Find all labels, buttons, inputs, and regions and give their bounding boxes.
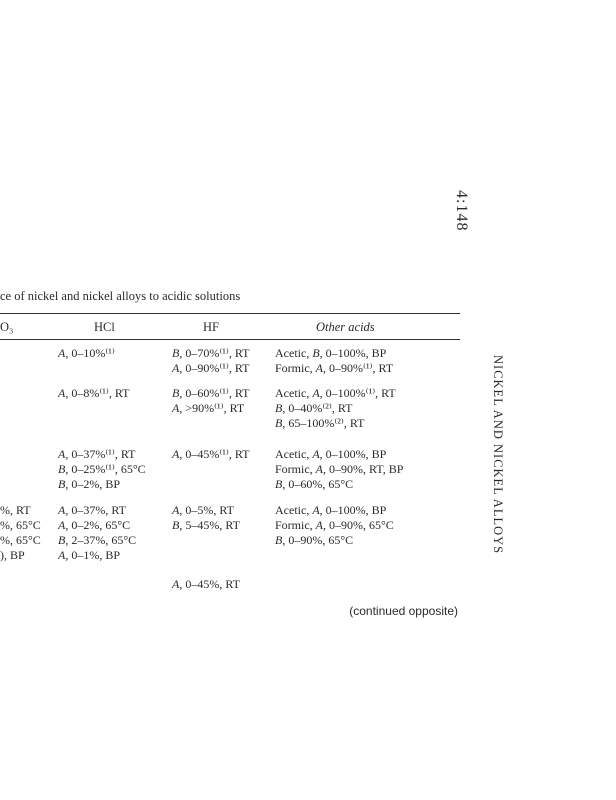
cell-line: ), BP (0, 548, 25, 562)
table-cell (275, 503, 394, 548)
cell-line: Acetic, A, 0–100%, BP (275, 503, 387, 517)
cell-line: Acetic, A, 0–100%⁽¹⁾, RT (275, 386, 396, 400)
table-top-rule (0, 313, 460, 314)
cell-line: Formic, A, 0–90%⁽¹⁾, RT (275, 361, 394, 375)
cell-line: A, 0–1%, BP (58, 548, 121, 562)
table-cell (172, 577, 240, 592)
cell-line: %, 65°C (0, 518, 41, 532)
cell-line: B, 0–60%⁽¹⁾, RT (172, 386, 250, 400)
column-header-other-acids: Other acids (316, 320, 375, 334)
table-cell (172, 503, 240, 533)
table-cell (172, 447, 249, 462)
column-header-hf: HF (203, 320, 219, 334)
cell-line: B, 5–45%, RT (172, 518, 240, 532)
cell-line: B, 0–2%, BP (58, 477, 121, 491)
cell-line: A, 0–37%, RT (58, 503, 126, 517)
table-cell (58, 386, 129, 401)
cell-line: B, 0–70%⁽¹⁾, RT (172, 346, 250, 360)
cell-line: %, 65°C (0, 533, 41, 547)
cell-line: A, 0–10%⁽¹⁾ (58, 346, 115, 360)
page-number: 4:148 (453, 190, 470, 232)
cell-line: A, 0–2%, 65°C (58, 518, 131, 532)
cell-line: B, 0–25%⁽¹⁾, 65°C (58, 462, 146, 476)
column-header-hno3: O₃ (0, 320, 14, 334)
cell-line: B, 0–60%, 65°C (275, 477, 354, 491)
continued-note: (continued opposite) (349, 604, 458, 618)
cell-line: Formic, A, 0–90%, RT, BP (275, 462, 404, 476)
cell-line: A, 0–45%⁽¹⁾, RT (172, 447, 250, 461)
cell-line: A, 0–5%, RT (172, 503, 234, 517)
table-header-rule (0, 339, 460, 340)
table-cell (58, 503, 136, 563)
cell-line: %, RT (0, 503, 31, 517)
running-head: NICKEL AND NICKEL ALLOYS (491, 355, 505, 555)
cell-line: Acetic, A, 0–100%, BP (275, 447, 387, 461)
cell-line: B, 0–40%⁽²⁾, RT (275, 401, 353, 415)
table-cell (275, 386, 396, 431)
cell-line: Acetic, B, 0–100%, BP (275, 346, 387, 360)
column-header-hcl: HCl (94, 320, 115, 334)
cell-line: B, 2–37%, 65°C (58, 533, 137, 547)
cell-line: A, >90%⁽¹⁾, RT (172, 401, 245, 415)
table-cell (275, 447, 403, 492)
cell-line: A, 0–90%⁽¹⁾, RT (172, 361, 250, 375)
cell-line: Formic, A, 0–90%, 65°C (275, 518, 394, 532)
table-cell (172, 386, 249, 416)
table-caption: ce of nickel and nickel alloys to acidic solutions (0, 289, 241, 303)
cell-line: A, 0–37%⁽¹⁾, RT (58, 447, 136, 461)
cell-line: A, 0–45%, RT (172, 577, 240, 591)
table-cell (172, 346, 249, 376)
cell-line: A, 0–8%⁽¹⁾, RT (58, 386, 130, 400)
cell-line: B, 0–90%, 65°C (275, 533, 354, 547)
cell-line: B, 65–100%⁽²⁾, RT (275, 416, 365, 430)
table-cell (275, 346, 393, 376)
table-cell (0, 503, 41, 563)
table-cell (58, 346, 115, 361)
table-cell (58, 447, 146, 492)
